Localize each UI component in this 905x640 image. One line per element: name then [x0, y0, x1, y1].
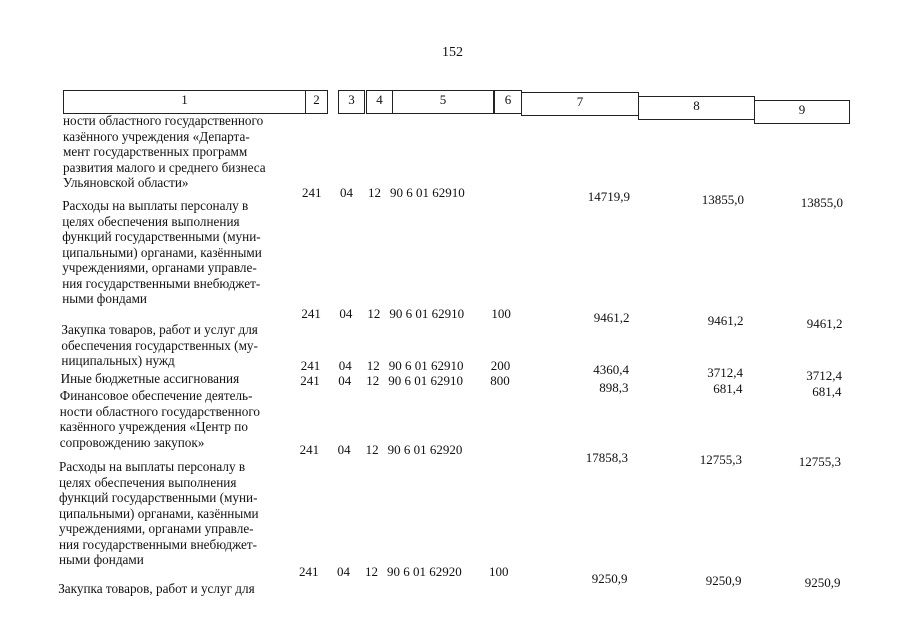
- description-line: Закупка товаров, работ и услуг для: [61, 322, 258, 337]
- description-line: целях обеспечения выполнения: [59, 474, 237, 490]
- description-line: ности областного государственного: [59, 403, 260, 419]
- value-col-7: 4360,4: [593, 362, 629, 377]
- code-d: 90 6 01 62920: [387, 442, 463, 457]
- value-col-9: 9250,9: [804, 575, 841, 590]
- description-line: ности областного государственного: [63, 113, 264, 128]
- value-col-8: 9250,9: [705, 573, 742, 588]
- code-c: 12: [366, 373, 380, 388]
- code-b: 04: [339, 306, 353, 321]
- code-a: 241: [302, 185, 322, 200]
- code-a: 241: [301, 306, 321, 321]
- value-col-7: 9461,2: [593, 310, 630, 325]
- description-line: Расходы на выплаты персоналу в: [62, 198, 249, 213]
- code-e: 800: [490, 373, 510, 388]
- header-col-8: 8: [638, 96, 755, 120]
- description-line: Иные бюджетные ассигнования: [60, 371, 240, 386]
- row-description: [59, 459, 292, 568]
- description-line: сопровождению закупок»: [59, 434, 205, 450]
- value-col-8: 9461,2: [707, 313, 744, 328]
- description-line: мент государственных программ: [63, 144, 248, 159]
- code-e: 100: [491, 306, 511, 321]
- code-e: 200: [490, 358, 511, 373]
- code-b: 04: [337, 442, 351, 457]
- description-line: ципальными) органами, казёнными: [59, 505, 259, 521]
- description-line: учреждениями, органами управле-: [62, 260, 257, 275]
- description-line: функций государственными (муни-: [62, 229, 261, 244]
- value-col-7: 898,3: [599, 380, 629, 395]
- row-description: [61, 371, 296, 387]
- description-line: ния государственными внебюджет-: [62, 275, 261, 291]
- code-d: 90 6 01 62920: [387, 564, 462, 579]
- code-c: 12: [366, 358, 380, 373]
- value-col-8: 12755,3: [699, 452, 742, 467]
- header-col-2: 2: [305, 90, 328, 114]
- description-line: ными фондами: [62, 291, 147, 306]
- value-col-9: 681,4: [812, 384, 842, 399]
- description-line: Закупка товаров, работ и услуг для: [58, 581, 255, 596]
- code-d: 90 6 01 62910: [390, 185, 465, 200]
- description-line: ципальными) органами, казёнными: [62, 244, 262, 260]
- header-col-3: 3: [338, 90, 365, 114]
- description-line: ния государственными внебюджет-: [59, 536, 258, 552]
- description-line: ными фондами: [59, 552, 144, 567]
- row-description: [58, 581, 291, 597]
- value-col-9: 12755,3: [798, 454, 841, 469]
- header-col-6: 6: [494, 90, 522, 114]
- value-col-9: 9461,2: [806, 316, 843, 331]
- description-line: казённого учреждения «Департа-: [63, 128, 250, 144]
- description-line: Финансовое обеспечение деятель-: [59, 388, 253, 403]
- description-line: Расходы на выплаты персоналу в: [59, 459, 246, 474]
- description-line: обеспечения государственных (му-: [61, 337, 258, 353]
- description-line: Ульяновской области»: [63, 175, 189, 190]
- code-b: 04: [338, 358, 352, 373]
- code-a: 241: [300, 373, 320, 388]
- value-col-9: 3712,4: [806, 368, 842, 383]
- value-col-9: 13855,0: [800, 195, 843, 210]
- value-col-7: 14719,9: [587, 189, 630, 204]
- code-a: 241: [299, 442, 320, 457]
- row-description: [61, 322, 296, 369]
- description-line: ниципальных) нужд: [61, 353, 175, 368]
- description-line: целях обеспечения выполнения: [62, 213, 240, 229]
- code-b: 04: [338, 373, 352, 388]
- code-e: 100: [489, 564, 509, 579]
- description-line: казённого учреждения «Центр по: [59, 419, 248, 434]
- description-line: учреждениями, органами управле-: [59, 521, 254, 536]
- code-a: 241: [300, 358, 321, 373]
- value-col-7: 17858,3: [585, 450, 628, 465]
- code-d: 90 6 01 62910: [388, 358, 464, 373]
- header-col-7: 7: [521, 92, 639, 116]
- row-description: [62, 198, 299, 307]
- row-description: [63, 113, 301, 191]
- code-a: 241: [299, 564, 319, 579]
- page-number: 152: [442, 45, 463, 60]
- code-c: 12: [367, 306, 381, 321]
- code-d: 90 6 01 62910: [389, 306, 465, 321]
- code-b: 04: [340, 185, 353, 200]
- description-line: функций государственными (муни-: [59, 490, 258, 505]
- header-col-4: 4: [366, 90, 393, 114]
- value-col-7: 9250,9: [591, 571, 628, 586]
- header-col-9: 9: [754, 100, 850, 124]
- description-line: развития малого и среднего бизнеса: [63, 159, 266, 175]
- code-d: 90 6 01 62910: [388, 373, 463, 388]
- value-col-8: 13855,0: [701, 192, 744, 207]
- value-col-8: 681,4: [713, 381, 743, 396]
- code-c: 12: [368, 185, 381, 200]
- row-description: [60, 388, 293, 450]
- header-col-1: 1: [63, 90, 306, 114]
- value-col-8: 3712,4: [707, 365, 743, 380]
- header-col-5: 5: [392, 90, 494, 114]
- code-c: 12: [365, 442, 379, 457]
- code-b: 04: [337, 564, 350, 579]
- code-c: 12: [365, 564, 378, 579]
